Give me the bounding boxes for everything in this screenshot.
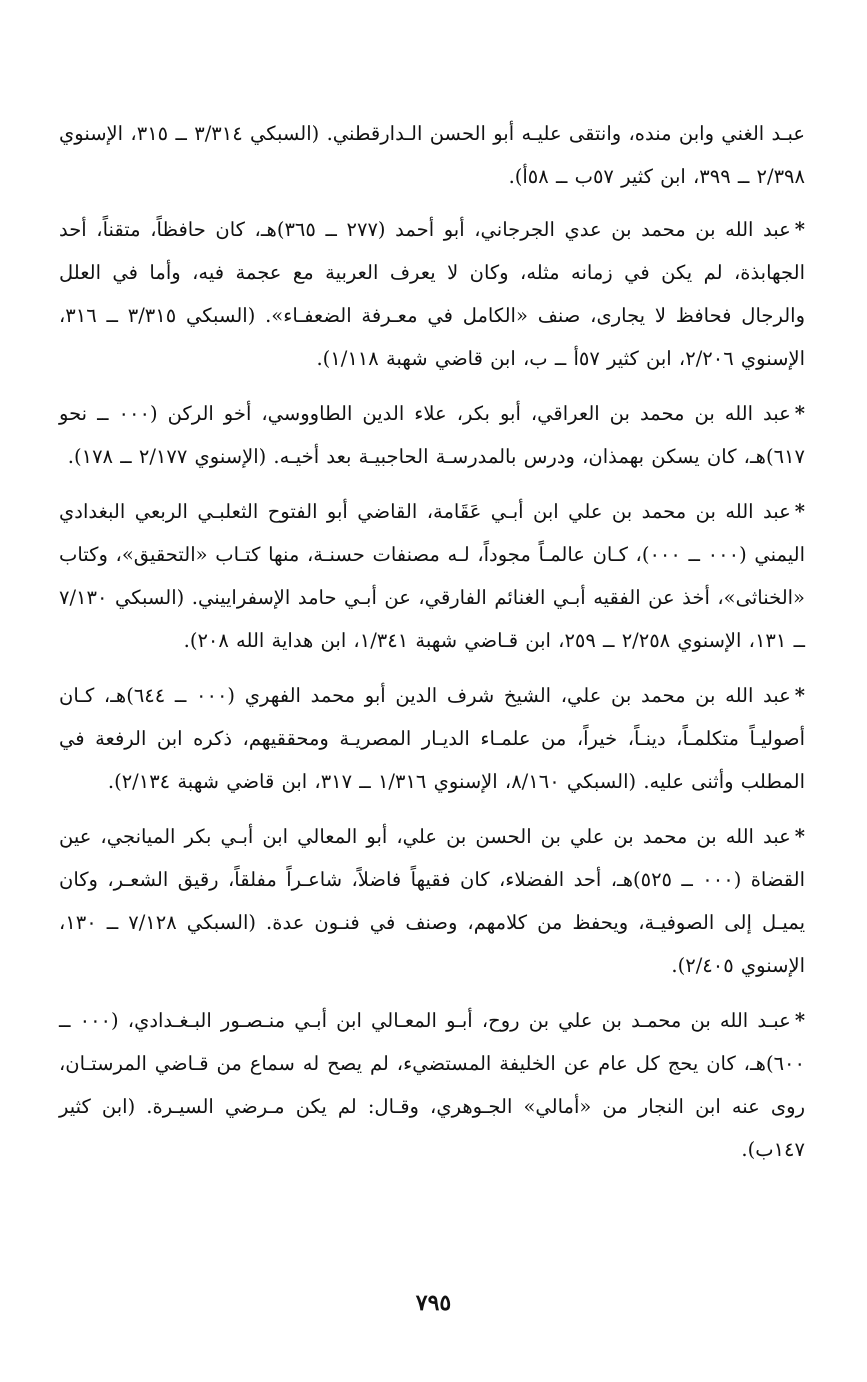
entry-text: عبـد الله بن محمـد بن علي بن روح، أبـو المعـالي ابن أبـي منـصـور البـغـدادي، (٠٠٠ ــ ٦٠٠)هـ، كان يحج كل عام عن الخليفة المستضيء، لم يصح له سماع من قـاضي المرستـان، روى عنه ابن النجار من «أمالي» الجـوهري، وقـال: لم يكن مـرضي السيـرة. (ابن كثير ١٤٧ب). bbox=[59, 1009, 805, 1161]
entry-marker: * bbox=[794, 684, 805, 707]
entry-continuation: عبـد الغني وابن منده، وانتقى عليـه أبو الحسن الـدارقطني. (السبكي ٣/٣١٤ ــ ٣١٥، الإسنوي ٢/٣٩٨ ــ ٣٩٩، ابن كثير ٥٧ب ــ ٥٨أ). bbox=[59, 122, 806, 188]
entry-text: عبد الله بن محمد بن علي ابن أبـي عَقَامة، القاضي أبو الفتوح الثعلبـي الربعي البغدادي اليمني (٠٠٠ ــ ٠٠٠)، كـان عالمـاً مجوداً، لـه مصنفات حسنـة، منها كتـاب «التحقيق»، وكتاب «الخناثى»، أخذ عن الفقيه أبـي الغنائم الفارقي، عن أبـي حامد الإسفراييني. (السبكي ٧/١٣٠ ــ ١٣١، الإسنوي ٢/٢٥٨ ــ ٢٥٩، ابن قـاضي شهبة ١/٣٤١، ابن هداية الله ٢٠٨). bbox=[59, 500, 806, 652]
biography-entry bbox=[59, 208, 805, 380]
entry-marker: * bbox=[794, 1009, 806, 1032]
entry-marker: * bbox=[794, 825, 805, 848]
biography-entry bbox=[59, 815, 805, 987]
entry-text: عبد الله بن محمد بن عدي الجرجاني، أبو أحمد (٢٧٧ ــ ٣٦٥)هـ، كان حافظاً، متقناً، أحد الجهابذة، لم يكن في زمانه مثله، وكان لا يعرف العربية مع عجمة فيه، وأما في العلل والرجال فحافظ لا يجارى، صنف «الكامل في معـرفة الضعفـاء». (السبكي ٣/٣١٥ ــ ٣١٦، الإسنوي ٢/٢٠٦، ابن كثير ٥٧أ ــ ب، ابن قاضي شهبة ١/١١٨). bbox=[59, 218, 805, 370]
biography-entry bbox=[59, 674, 805, 803]
biography-entry bbox=[59, 490, 805, 662]
entry-marker: * bbox=[794, 500, 805, 523]
biography-entry bbox=[59, 999, 805, 1171]
page-number: ٧٩٥ bbox=[415, 1290, 452, 1316]
page-body bbox=[59, 112, 805, 1183]
entry-text: عبد الله بن محمد بن العراقي، أبو بكر، علاء الدين الطاووسي، أخو الركن (٠٠٠ ــ نحو ٦١٧)هـ، كان يسكن بهمذان، ودرس بالمدرسـة الحاجبيـة بعد أخيـه. (الإسنوي ٢/١٧٧ ــ ١٧٨). bbox=[59, 402, 805, 468]
entry-marker: * bbox=[794, 402, 805, 425]
entry-text: عبد الله بن محمد بن علي، الشيخ شرف الدين أبو محمد الفهري (٠٠٠ ــ ٦٤٤)هـ، كـان أصوليـاً متكلمـاً، دينـاً، خيراً، من علمـاء الديـار المصريـة ومحققيهم، ذكره ابن الرفعة في المطلب وأثنى عليه. (السبكي ٨/١٦٠، الإسنوي ١/٣١٦ ــ ٣١٧، ابن قاضي شهبة ٢/١٣٤). bbox=[59, 684, 805, 793]
entry-marker: * bbox=[794, 218, 805, 241]
entry-text: عبد الله بن محمد بن علي بن الحسن بن علي، أبو المعالي ابن أبـي بكر الميانجي، عين القضاة (٠٠٠ ــ ٥٢٥)هـ، أحد الفضلاء، كان فقيهاً فاضلاً، شاعـراً مفلقاً، رقيق الشعـر، وكان يميـل إلى الصوفيـة، ويحفظ من كلامهم، وصنف في فنـون عدة. (السبكي ٧/١٢٨ ــ ١٣٠، الإسنوي ٢/٤٠٥). bbox=[59, 825, 806, 977]
biography-entry bbox=[59, 392, 805, 478]
